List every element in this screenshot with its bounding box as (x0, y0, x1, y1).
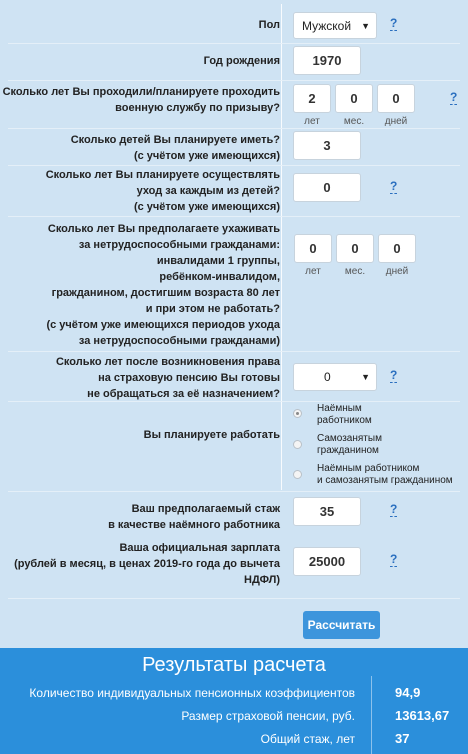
chevron-down-icon: ▼ (361, 372, 370, 382)
calculate-button[interactable]: Рассчитать (303, 611, 380, 639)
child-care-help-link[interactable]: ? (390, 179, 398, 193)
deferral-select[interactable] (293, 363, 377, 391)
salary-label: Ваша официальная зарплата (рублей в месяц, в ценах 2019-го года до вычета НДФЛ) (14, 542, 280, 586)
gender-select-value: Мужской (302, 18, 352, 33)
row-separator (8, 351, 460, 352)
work-type-label: Вы планируете работать (143, 429, 280, 441)
row-separator (8, 80, 460, 81)
days-unit-label: дней (385, 266, 409, 277)
work-employee-radio[interactable] (293, 409, 302, 418)
experience-label: Ваш предполагаемый стаж в качестве наёмного работника (108, 503, 280, 531)
military-help-link[interactable]: ? (450, 90, 458, 104)
years-unit-label: лет (305, 266, 321, 277)
disabled-care-months-input[interactable]: 0 (336, 234, 374, 263)
military-service-label: Сколько лет Вы проходили/планируете проходить военную службу по призыву? (2, 86, 280, 114)
experience-input[interactable]: 35 (293, 497, 361, 526)
result-value-row (0, 682, 468, 704)
work-self-employed-option-label: Самозанятым гражданином (317, 433, 382, 456)
children-label: Сколько детей Вы планируете иметь? (с учётом уже имеющихся) (70, 134, 280, 162)
result-value: 94,9 (395, 685, 421, 700)
birth-year-input[interactable]: 1970 (293, 46, 361, 75)
salary-input[interactable]: 25000 (293, 547, 361, 576)
deferral-help-link[interactable]: ? (390, 368, 398, 382)
result-label: Размер страховой пенсии, руб. (181, 709, 355, 723)
result-value: 37 (395, 731, 410, 746)
row-separator (8, 491, 460, 492)
gender-label: Пол (258, 19, 280, 31)
result-value-row (0, 728, 468, 750)
row-separator (8, 128, 460, 129)
deferral-select-value: 0 (324, 370, 331, 384)
gender-help-link[interactable]: ? (390, 16, 398, 30)
form-column-divider (281, 4, 282, 490)
child-care-label: Сколько лет Вы планируете осуществлять уход за каждым из детей? (с учётом уже имеющихся) (45, 169, 280, 213)
result-value: 13613,67 (395, 708, 450, 723)
row-separator (8, 165, 460, 166)
military-days-input[interactable]: 0 (377, 84, 415, 113)
experience-help-link[interactable]: ? (390, 502, 398, 516)
disabled-care-years-input[interactable]: 0 (294, 234, 332, 263)
months-unit-label: мес. (343, 116, 365, 127)
result-label: Общий стаж, лет (260, 732, 355, 746)
results-title: Результаты расчета (142, 654, 326, 676)
work-employee-option-label: Наёмным работником (317, 403, 372, 426)
salary-help-link[interactable]: ? (390, 552, 398, 566)
work-both-radio[interactable] (293, 470, 302, 479)
chevron-down-icon: ▼ (361, 20, 370, 31)
military-months-input[interactable]: 0 (335, 84, 373, 113)
child-care-input[interactable]: 0 (293, 173, 361, 202)
children-input[interactable]: 3 (293, 131, 361, 160)
days-unit-label: дней (384, 116, 408, 127)
work-self-employed-radio[interactable] (293, 440, 302, 449)
disabled-care-label: Сколько лет Вы предполагаете ухаживать за нетрудоспособными гражданами: инвалидами 1 группы, ребёнком-инвалидом, гражданином, достигшим возраста 80 лет и при этом не работать? (с учётом уже имеющихся периодов ухода за нетрудоспособными гражданами) (46, 223, 280, 347)
months-unit-label: мес. (344, 266, 366, 277)
result-label: Количество индивидуальных пенсионных коэффициентов (29, 686, 355, 700)
row-separator (8, 401, 460, 402)
disabled-care-days-input[interactable]: 0 (378, 234, 416, 263)
row-separator (8, 598, 460, 599)
row-separator (8, 216, 460, 217)
row-separator (8, 43, 460, 44)
years-unit-label: лет (304, 116, 320, 127)
military-years-input[interactable]: 2 (293, 84, 331, 113)
birth-year-label: Год рождения (203, 55, 280, 67)
gender-select[interactable] (293, 12, 377, 39)
result-value-row (0, 705, 468, 727)
work-both-option-label: Наёмным работником и самозанятым гражданином (317, 463, 453, 486)
deferral-label: Сколько лет после возникновения права на страховую пенсию Вы готовы не обращаться за её назначением? (55, 356, 280, 400)
